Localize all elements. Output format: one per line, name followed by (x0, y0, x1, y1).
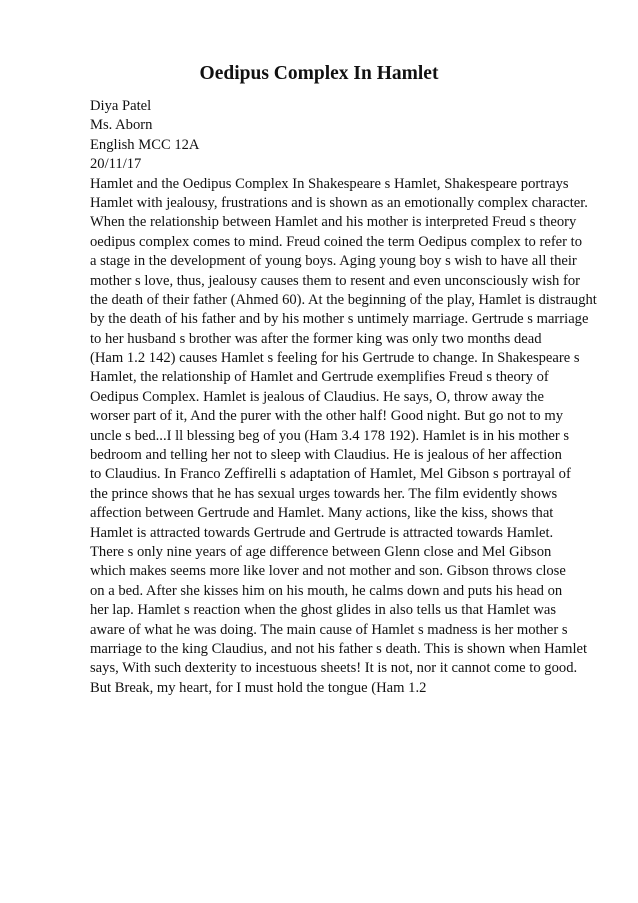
body-line: the death of their father (Ahmed 60). At the beginning of the play, Hamlet is distraught (90, 291, 597, 308)
body-line: Hamlet and the Oedipus Complex In Shakespeare s Hamlet, Shakespeare portrays (90, 175, 569, 192)
body-line: When the relationship between Hamlet and his mother is interpreted Freud s theory (90, 214, 577, 231)
body-line: to Claudius. In Franco Zeffirelli s adaptation of Hamlet, Mel Gibson s portrayal of (90, 466, 571, 483)
body-line: on a bed. After she kisses him on his mouth, he calms down and puts his head on (90, 582, 563, 599)
body-line: Hamlet with jealousy, frustrations and is shown as an emotionally complex character. (90, 194, 588, 211)
author-name: Diya Patel (90, 98, 152, 114)
body-line: Hamlet is attracted towards Gertrude and Gertrude is attracted towards Hamlet. (90, 524, 554, 541)
body-line: Hamlet, the relationship of Hamlet and Gertrude exemplifies Freud s theory of (90, 369, 549, 386)
body-line: by the death of his father and by his mother s untimely marriage. Gertrude s marriage (90, 311, 589, 328)
body-line: the prince shows that he has sexual urges towards her. The film evidently shows (90, 485, 558, 502)
body-line: (Ham 1.2 142) causes Hamlet s feeling for his Gertrude to change. In Shakespeare s (90, 350, 580, 367)
body-line: worser part of it, And the purer with the other half! Good night. But go not to my (90, 408, 563, 425)
body-line: affection between Gertrude and Hamlet. Many actions, like the kiss, shows that (90, 505, 554, 522)
body-line: But Break, my heart, for I must hold the tongue (Ham 1.2 (90, 679, 427, 696)
body-line: her lap. Hamlet s reaction when the ghost glides in also tells us that Hamlet was (90, 602, 557, 619)
body-line: Oedipus Complex. Hamlet is jealous of Claudius. He says, O, throw away the (90, 388, 544, 405)
body-line: uncle s bed...I ll blessing beg of you (Ham 3.4 178 192). Hamlet is in his mother s (90, 427, 570, 444)
teacher-name: Ms. Aborn (90, 117, 153, 134)
body-line: which makes seems more like lover and not mother and son. Gibson throws close (90, 563, 566, 580)
body-line: mother s love, thus, jealousy causes them to resent and even unconsciously wish for (90, 272, 581, 289)
document-date: 20/11/17 (90, 156, 142, 173)
body-line: aware of what he was doing. The main cause of Hamlet s madness is her mother s (90, 621, 568, 638)
body-line: bedroom and telling her not to sleep with Claudius. He is jealous of her affection (90, 447, 562, 464)
body-line: There s only nine years of age difference between Glenn close and Mel Gibson (90, 543, 552, 560)
body-line: oedipus complex comes to mind. Freud coined the term Oedipus complex to refer to (90, 233, 583, 250)
body-line: a stage in the development of young boys. Aging young boy s wish to have all their (90, 253, 577, 270)
course-name: English MCC 12A (90, 136, 200, 153)
body-line: to her husband s brother was after the former king was only two months dead (90, 330, 542, 347)
document-body (90, 97, 610, 698)
body-line: says, With such dexterity to incestuous sheets! It is not, nor it cannot come to good. (90, 660, 578, 677)
document-title: Oedipus Complex In Hamlet (199, 63, 439, 84)
body-line: marriage to the king Claudius, and not his father s death. This is shown when Hamlet (90, 640, 588, 657)
